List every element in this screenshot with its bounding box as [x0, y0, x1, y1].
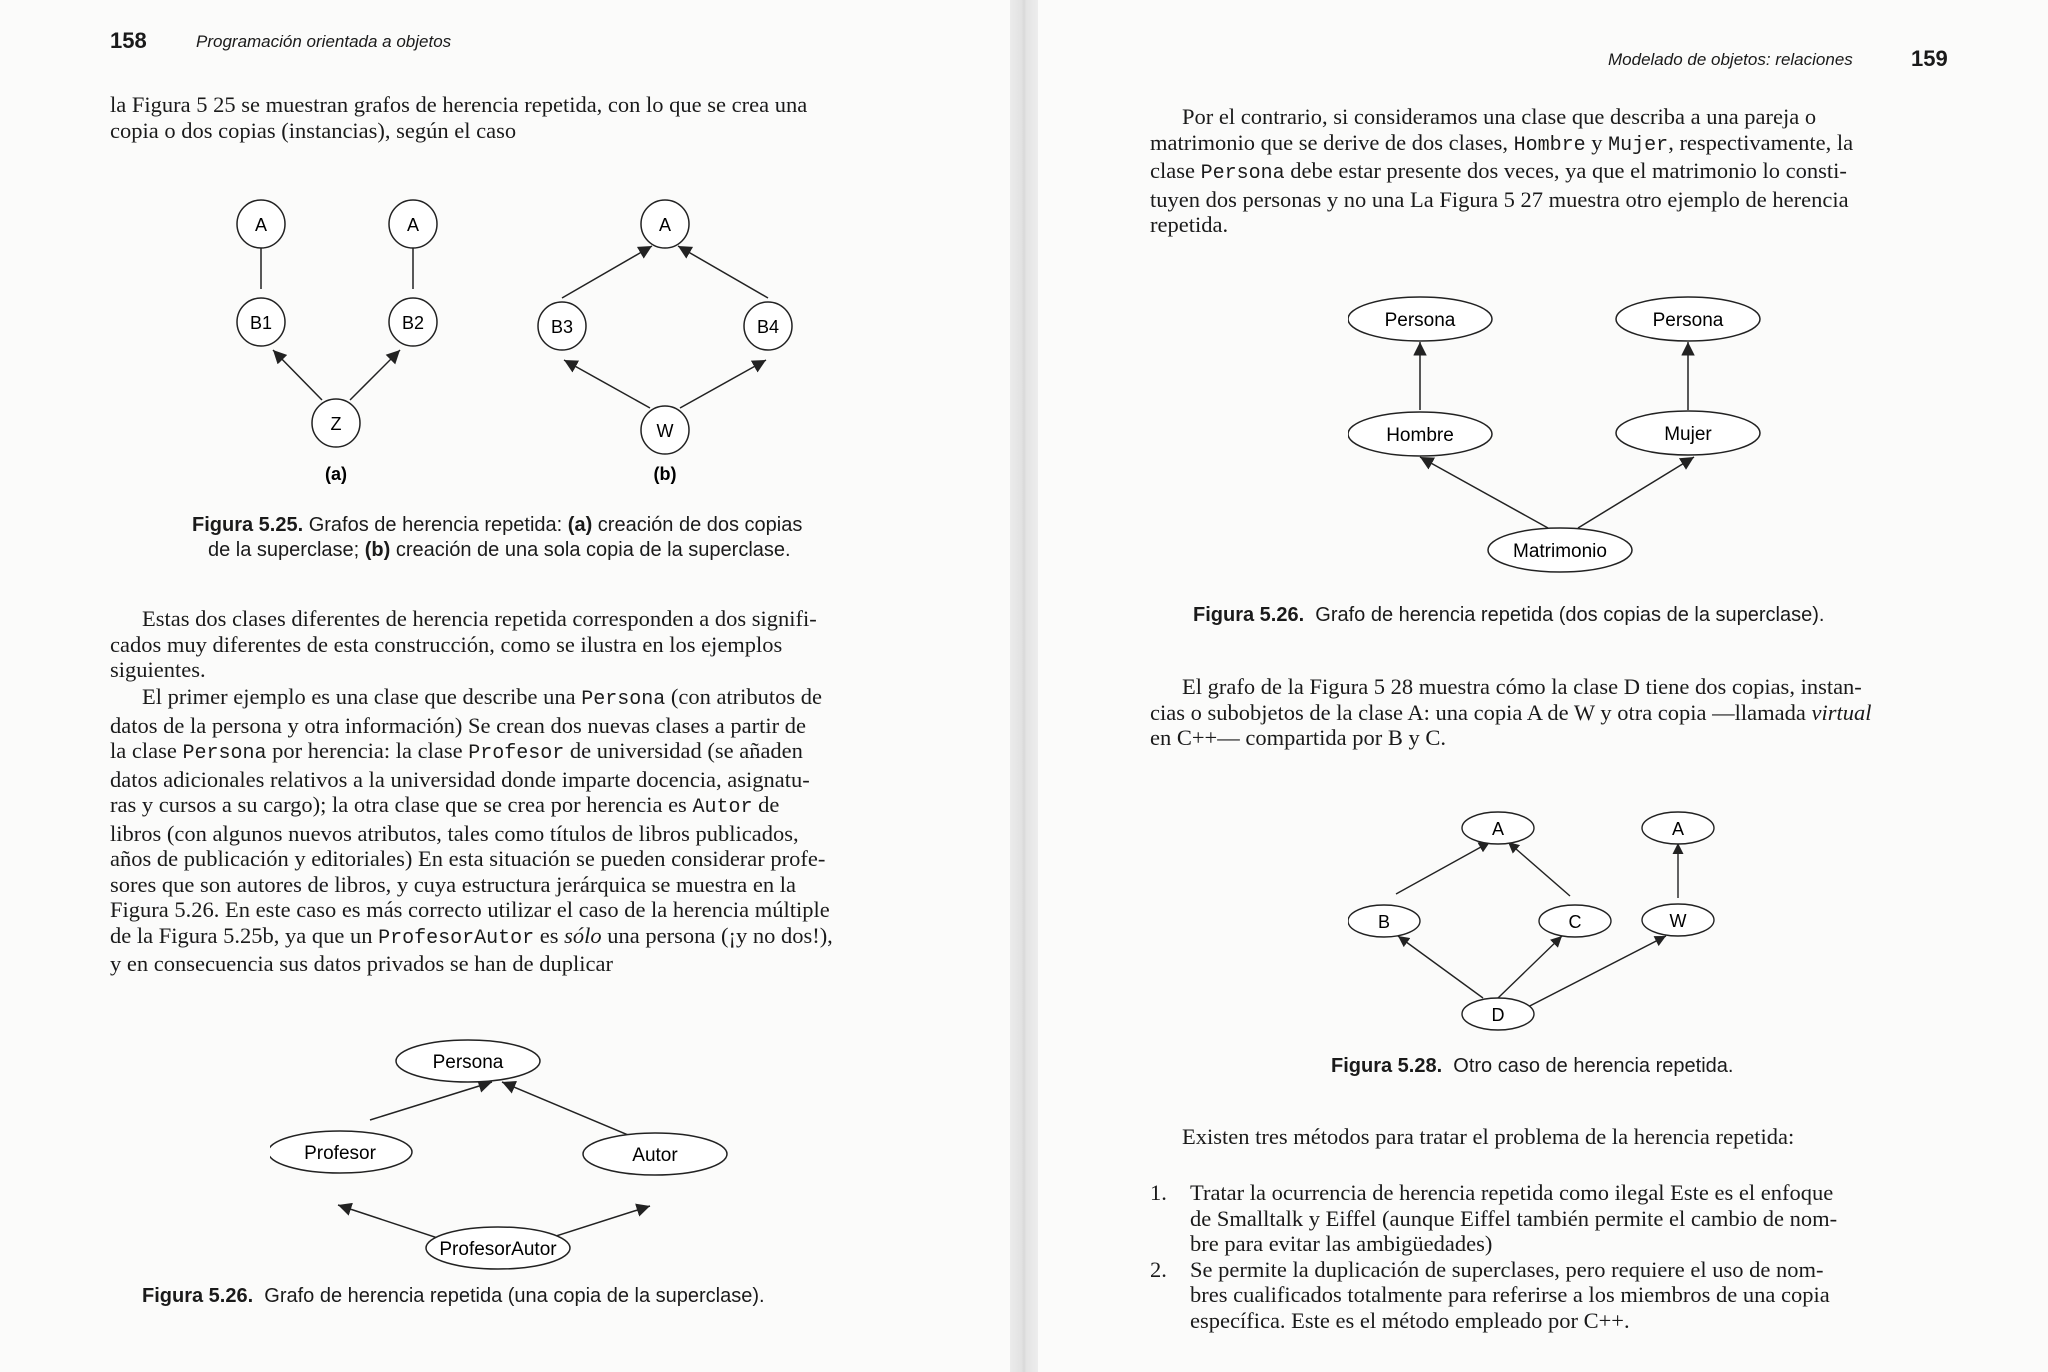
- svg-text:B1: B1: [249, 313, 273, 333]
- node-persona-right: [1616, 297, 1760, 341]
- node-w: [1642, 904, 1714, 936]
- text-run: (con atributos de: [665, 684, 823, 709]
- svg-text:Z: Z: [330, 414, 342, 434]
- list-number: 2.: [1150, 1256, 1167, 1282]
- caption-text: Otro caso de herencia repetida.: [1453, 1055, 1734, 1077]
- figure-5-25-caption: [192, 513, 912, 563]
- node-a-left: [1462, 812, 1534, 844]
- text-run: , respectivamente, la: [1668, 129, 1854, 155]
- text-run: ras y cursos a su cargo); la otra clase que se crea por herencia es: [110, 792, 693, 817]
- body-paragraph-2: [110, 684, 910, 977]
- text-line: Se permite la duplicación de superclases, pero requiere el uso de nom-: [1190, 1256, 1824, 1282]
- svg-text:D: D: [1491, 1005, 1505, 1025]
- svg-text:A: A: [254, 215, 268, 235]
- right-page: [1038, 0, 2048, 1372]
- svg-text:B2: B2: [401, 313, 425, 333]
- svg-text:A: A: [1671, 819, 1685, 839]
- node-a-right: [389, 200, 437, 248]
- code-profesor: Profesor: [468, 742, 565, 765]
- caption-text: Grafos de herencia repetida:: [308, 514, 563, 536]
- node-b3: [538, 302, 586, 350]
- caption-text: Grafo de herencia repetida (dos copias de la superclase).: [1315, 604, 1825, 626]
- caption-text: Grafo de herencia repetida (una copia de la superclase).: [264, 1285, 765, 1307]
- svg-text:Autor: Autor: [632, 1145, 678, 1166]
- figure-5-28-diagram: [1348, 808, 1808, 1040]
- svg-text:B4: B4: [756, 317, 780, 337]
- node-z: [312, 399, 360, 447]
- body-paragraph-2: [1150, 674, 1947, 751]
- text-run: una persona (¡y no dos!),: [601, 922, 833, 948]
- text-run: El primer ejemplo es una clase que describe una: [142, 684, 582, 709]
- text-run: cias o subobjetos de la clase A: una copia A de W y otra copia —llamada: [1150, 699, 1812, 725]
- svg-text:W: W: [656, 421, 674, 441]
- code-profesorautor: ProfesorAutor: [378, 926, 535, 950]
- text-line: siguientes.: [110, 657, 206, 682]
- svg-text:Matrimonio: Matrimonio: [1513, 541, 1607, 562]
- node-profesorautor: [426, 1227, 570, 1269]
- text-run: debe estar presente dos veces, ya que el matrimonio lo consti-: [1284, 158, 1847, 183]
- text-line: y en consecuencia sus datos privados se han de duplicar: [110, 951, 613, 976]
- node-b2: [389, 298, 437, 346]
- svg-text:Persona: Persona: [432, 1052, 504, 1073]
- code-persona: Persona: [1200, 162, 1285, 185]
- code-persona: Persona: [182, 742, 267, 765]
- svg-text:B: B: [1377, 912, 1391, 932]
- page-number: 158: [110, 28, 147, 53]
- svg-text:Mujer: Mujer: [1664, 424, 1712, 445]
- caption-marker-b: (b): [364, 539, 391, 561]
- text-run: de: [752, 792, 780, 817]
- caption-label: Figura 5.28.: [1331, 1055, 1443, 1077]
- node-autor: [583, 1133, 727, 1175]
- node-c: [1539, 905, 1611, 937]
- text-run: por herencia: la clase: [266, 738, 469, 763]
- code-persona: Persona: [581, 688, 666, 711]
- body-paragraph-1: [110, 606, 910, 683]
- svg-text:Hombre: Hombre: [1386, 425, 1454, 446]
- text-line: datos adicionales relativos a la universidad donde imparte docencia, asignatu-: [110, 766, 810, 792]
- figure-5-27-caption: [1193, 603, 1993, 628]
- left-page: [0, 0, 1010, 1372]
- svg-text:A: A: [658, 215, 672, 235]
- text-line: Tratar la ocurrencia de herencia repetida como ilegal Este es el enfoque: [1190, 1180, 1834, 1205]
- text-line: sores que son autores de libros, y cuya estructura jerárquica se muestra en la: [110, 871, 796, 897]
- text-line: libros (con algunos nuevos atributos, tales como títulos de libros publicados,: [110, 820, 799, 846]
- text-run: clase: [1150, 158, 1201, 183]
- figure-5-26-diagram: [270, 1030, 750, 1270]
- text-line: de Smalltalk y Eiffel (aunque Eiffel también permite el cambio de nom-: [1190, 1205, 1838, 1231]
- list-item: [1150, 1257, 1947, 1334]
- running-head: Programación orientada a objetos: [196, 32, 452, 51]
- node-hombre: [1348, 412, 1492, 456]
- figure-5-26-caption: [142, 1284, 942, 1309]
- svg-text:ProfesorAutor: ProfesorAutor: [439, 1239, 557, 1260]
- text-line: en C++— compartida por B y C.: [1150, 725, 1446, 750]
- text-line: Existen tres métodos para tratar el problema de la herencia repetida:: [1182, 1124, 1795, 1149]
- svg-text:W: W: [1669, 911, 1687, 931]
- node-d: [1462, 998, 1534, 1030]
- caption-text: creación de dos copias: [597, 514, 803, 536]
- node-b1: [237, 298, 285, 346]
- caption-label: Figura 5.25.: [192, 514, 304, 536]
- text-line: datos de la persona y otra información) Se crean dos nuevas clases a partir de: [110, 712, 806, 738]
- running-head: Modelado de objetos: relaciones: [1608, 50, 1853, 69]
- text-line: específica. Este es el método empleado por C++.: [1190, 1307, 1630, 1333]
- text-line: la Figura 5 25 se muestran grafos de herencia repetida, con lo que se crea una: [110, 92, 808, 117]
- text-run: es: [534, 922, 565, 948]
- svg-text:Persona: Persona: [1652, 310, 1724, 331]
- caption-text: de la superclase;: [208, 539, 360, 561]
- text-line: El grafo de la Figura 5 28 muestra cómo la clase D tiene dos copias, instan-: [1182, 674, 1862, 699]
- figure-5-27-diagram: [1348, 285, 1808, 585]
- figure-5-28-caption: [1331, 1054, 1931, 1079]
- body-paragraph-3: [1150, 1124, 1947, 1150]
- svg-text:Profesor: Profesor: [304, 1143, 376, 1164]
- intro-paragraph: [110, 92, 910, 143]
- node-persona: [396, 1040, 540, 1082]
- text-run: de universidad (se añaden: [564, 738, 803, 763]
- italic-text: sólo: [564, 922, 602, 948]
- text-line: repetida.: [1150, 212, 1229, 237]
- svg-text:A: A: [406, 215, 420, 235]
- svg-text:C: C: [1568, 912, 1582, 932]
- list-number: 1.: [1150, 1180, 1167, 1205]
- page-number: 159: [1911, 46, 1948, 71]
- text-line: bres cualificados totalmente para referirse a los miembros de una copia: [1190, 1282, 1830, 1307]
- node-a-right: [1642, 812, 1714, 844]
- node-b: [1348, 905, 1420, 937]
- text-line: copia o dos copias (instancias), según el caso: [110, 117, 517, 143]
- subfigure-label-a: (a): [325, 464, 347, 484]
- svg-text:Persona: Persona: [1384, 310, 1456, 331]
- text-run: matrimonio que se derive de dos clases,: [1150, 129, 1514, 155]
- svg-text:B3: B3: [550, 317, 574, 337]
- text-line: años de publicación y editoriales) En esta situación se pueden considerar profe-: [110, 846, 826, 871]
- node-a-left: [237, 200, 285, 248]
- text-line: Estas dos clases diferentes de herencia repetida corresponden a dos signifi-: [142, 606, 817, 631]
- text-run: de la Figura 5.25b, ya que un: [110, 922, 379, 948]
- node-w: [641, 406, 689, 454]
- code-hombre: Hombre: [1513, 133, 1586, 157]
- methods-list: [1150, 1180, 1947, 1333]
- figure-5-25-diagram: [200, 190, 820, 500]
- node-mujer: [1616, 411, 1760, 455]
- code-autor: Autor: [692, 796, 753, 819]
- text-line: tuyen dos personas y no una La Figura 5 27 muestra otro ejemplo de herencia: [1150, 186, 1849, 212]
- body-paragraph-1: [1150, 104, 1947, 238]
- caption-marker-a: (a): [567, 514, 593, 536]
- text-run: y: [1585, 129, 1609, 155]
- node-matrimonio: [1488, 528, 1632, 572]
- node-a-top: [641, 200, 689, 248]
- text-line: cados muy diferentes de esta construcción, como se ilustra en los ejemplos: [110, 631, 783, 657]
- italic-text: virtual: [1811, 699, 1872, 725]
- code-mujer: Mujer: [1608, 133, 1669, 157]
- caption-text: creación de una sola copia de la superclase.: [395, 539, 791, 561]
- subfigure-label-b: (b): [653, 464, 677, 484]
- list-item: [1150, 1180, 1947, 1257]
- caption-label: Figura 5.26.: [142, 1285, 254, 1307]
- text-run: la clase: [110, 738, 183, 763]
- node-persona-left: [1348, 297, 1492, 341]
- svg-text:A: A: [1491, 819, 1505, 839]
- text-line: Figura 5.26. En este caso es más correcto utilizar el caso de la herencia múltiple: [110, 897, 830, 922]
- node-profesor: [270, 1131, 412, 1173]
- text-line: bre para evitar las ambigüedades): [1190, 1231, 1493, 1256]
- text-line: Por el contrario, si consideramos una clase que describa a una pareja o: [1182, 104, 1817, 129]
- node-b4: [744, 302, 792, 350]
- caption-label: Figura 5.26.: [1193, 604, 1305, 626]
